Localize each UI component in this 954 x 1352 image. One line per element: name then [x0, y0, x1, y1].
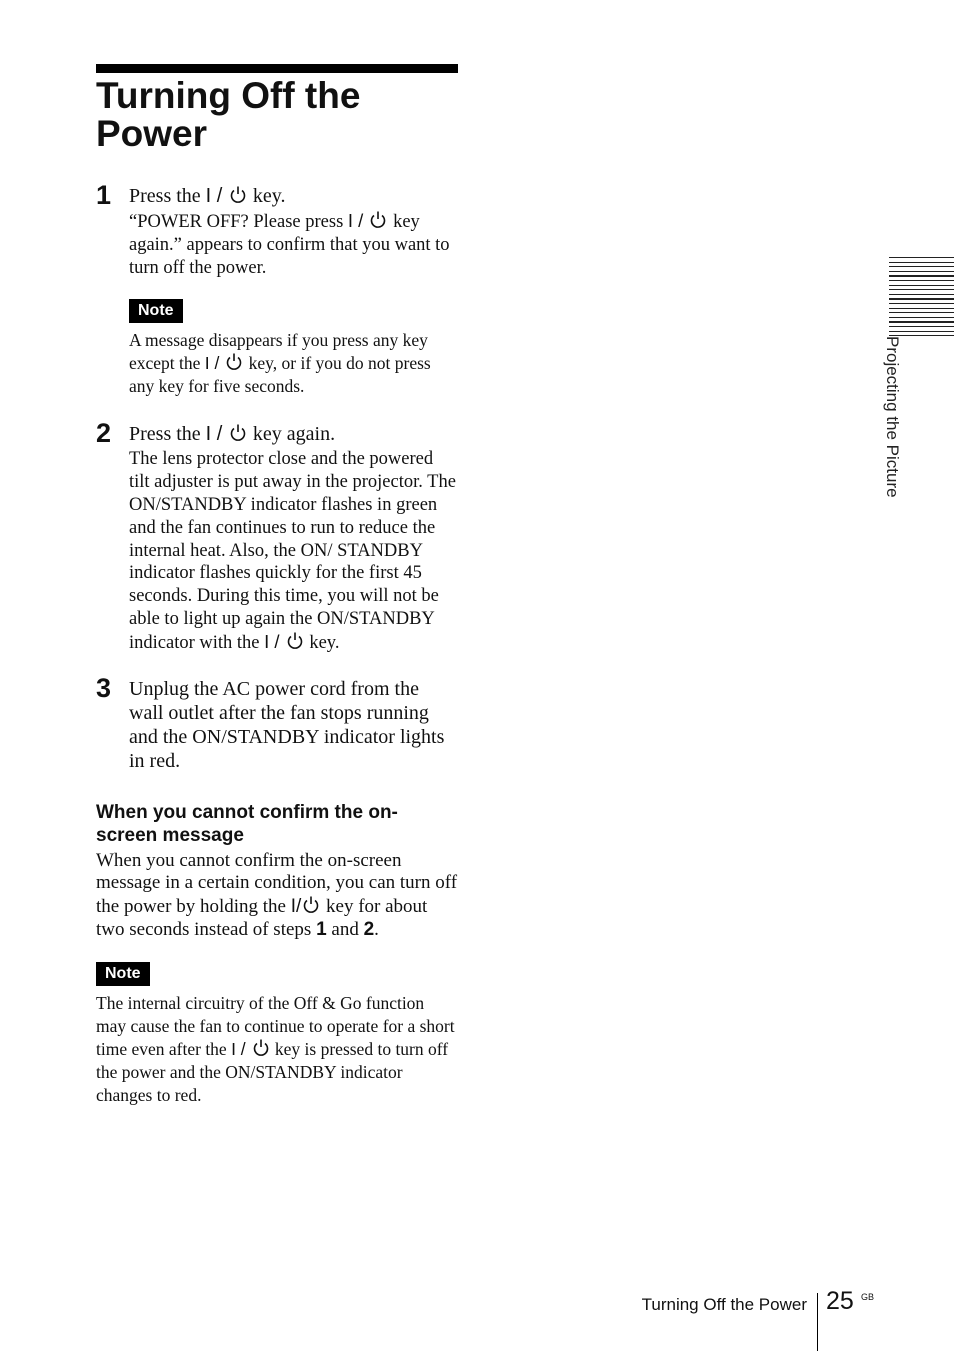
note-badge: Note: [129, 299, 183, 323]
step-1: [96, 180, 458, 398]
note-2: [96, 962, 458, 1107]
step-body: The lens protector close and the powered tilt adjuster is put away in the projector. The ON/STANDBY indicator flashes in green and the fan continues to run to reduce the internal heat. Also, the ON/ STANDBY indicator flashes quickly for the first 45 seconds. During this time, you will not be able to light up again the ON/STANDBY indicator with the I / key.: [129, 449, 456, 653]
step-number: 3: [96, 672, 112, 703]
power-icon: [368, 210, 388, 230]
page-number-suffix: GB: [861, 1292, 875, 1302]
step-2: [96, 418, 458, 654]
power-icon: [228, 185, 248, 205]
footer-divider: [817, 1293, 818, 1351]
note-text: A message disappears if you press any key except the I / key, or if you do not press any key for five seconds.: [129, 330, 431, 397]
step-heading: Press the I / key again.: [129, 423, 336, 446]
subsection-paragraph: When you cannot confirm the on-screen message in a certain condition, you can turn off the power by holding the I/ key for about two seconds instead of steps 1 and 2.: [96, 849, 458, 940]
note-text: The internal circuitry of the Off & Go function may cause the fan to continue to operate for a short time even after the I / key is pressed to turn off the power and the ON/STANDBY indicator changes to red.: [96, 992, 455, 1105]
main-column: [96, 64, 458, 1107]
subsection-title: When you cannot confirm the on-screen message: [96, 801, 398, 846]
step-body: “POWER OFF? Please press I / key again.” appears to confirm that you want to turn off the power.: [129, 210, 450, 278]
note-badge: Note: [96, 962, 150, 986]
step-3: [96, 672, 458, 773]
section-tab-stripes: [889, 257, 954, 340]
note-1: [129, 299, 458, 398]
power-icon: [301, 895, 321, 915]
power-icon: [251, 1038, 271, 1058]
section-label: Projecting the Picture: [883, 336, 902, 498]
power-icon: [285, 631, 305, 651]
page-title: Turning Off the Power: [96, 75, 361, 154]
footer-title: Turning Off the Power: [641, 1295, 807, 1314]
title-rule: [96, 64, 458, 73]
step-heading: Press the I / key.: [129, 185, 286, 207]
step-number: 1: [96, 180, 112, 210]
step-heading: Unplug the AC power cord from the wall outlet after the fan stops running and the ON/STANDBY indicator lights in red.: [129, 677, 445, 772]
step-number: 2: [96, 418, 112, 449]
power-icon: [224, 352, 244, 372]
page-number: 25: [826, 1287, 854, 1315]
power-icon: [228, 423, 248, 443]
